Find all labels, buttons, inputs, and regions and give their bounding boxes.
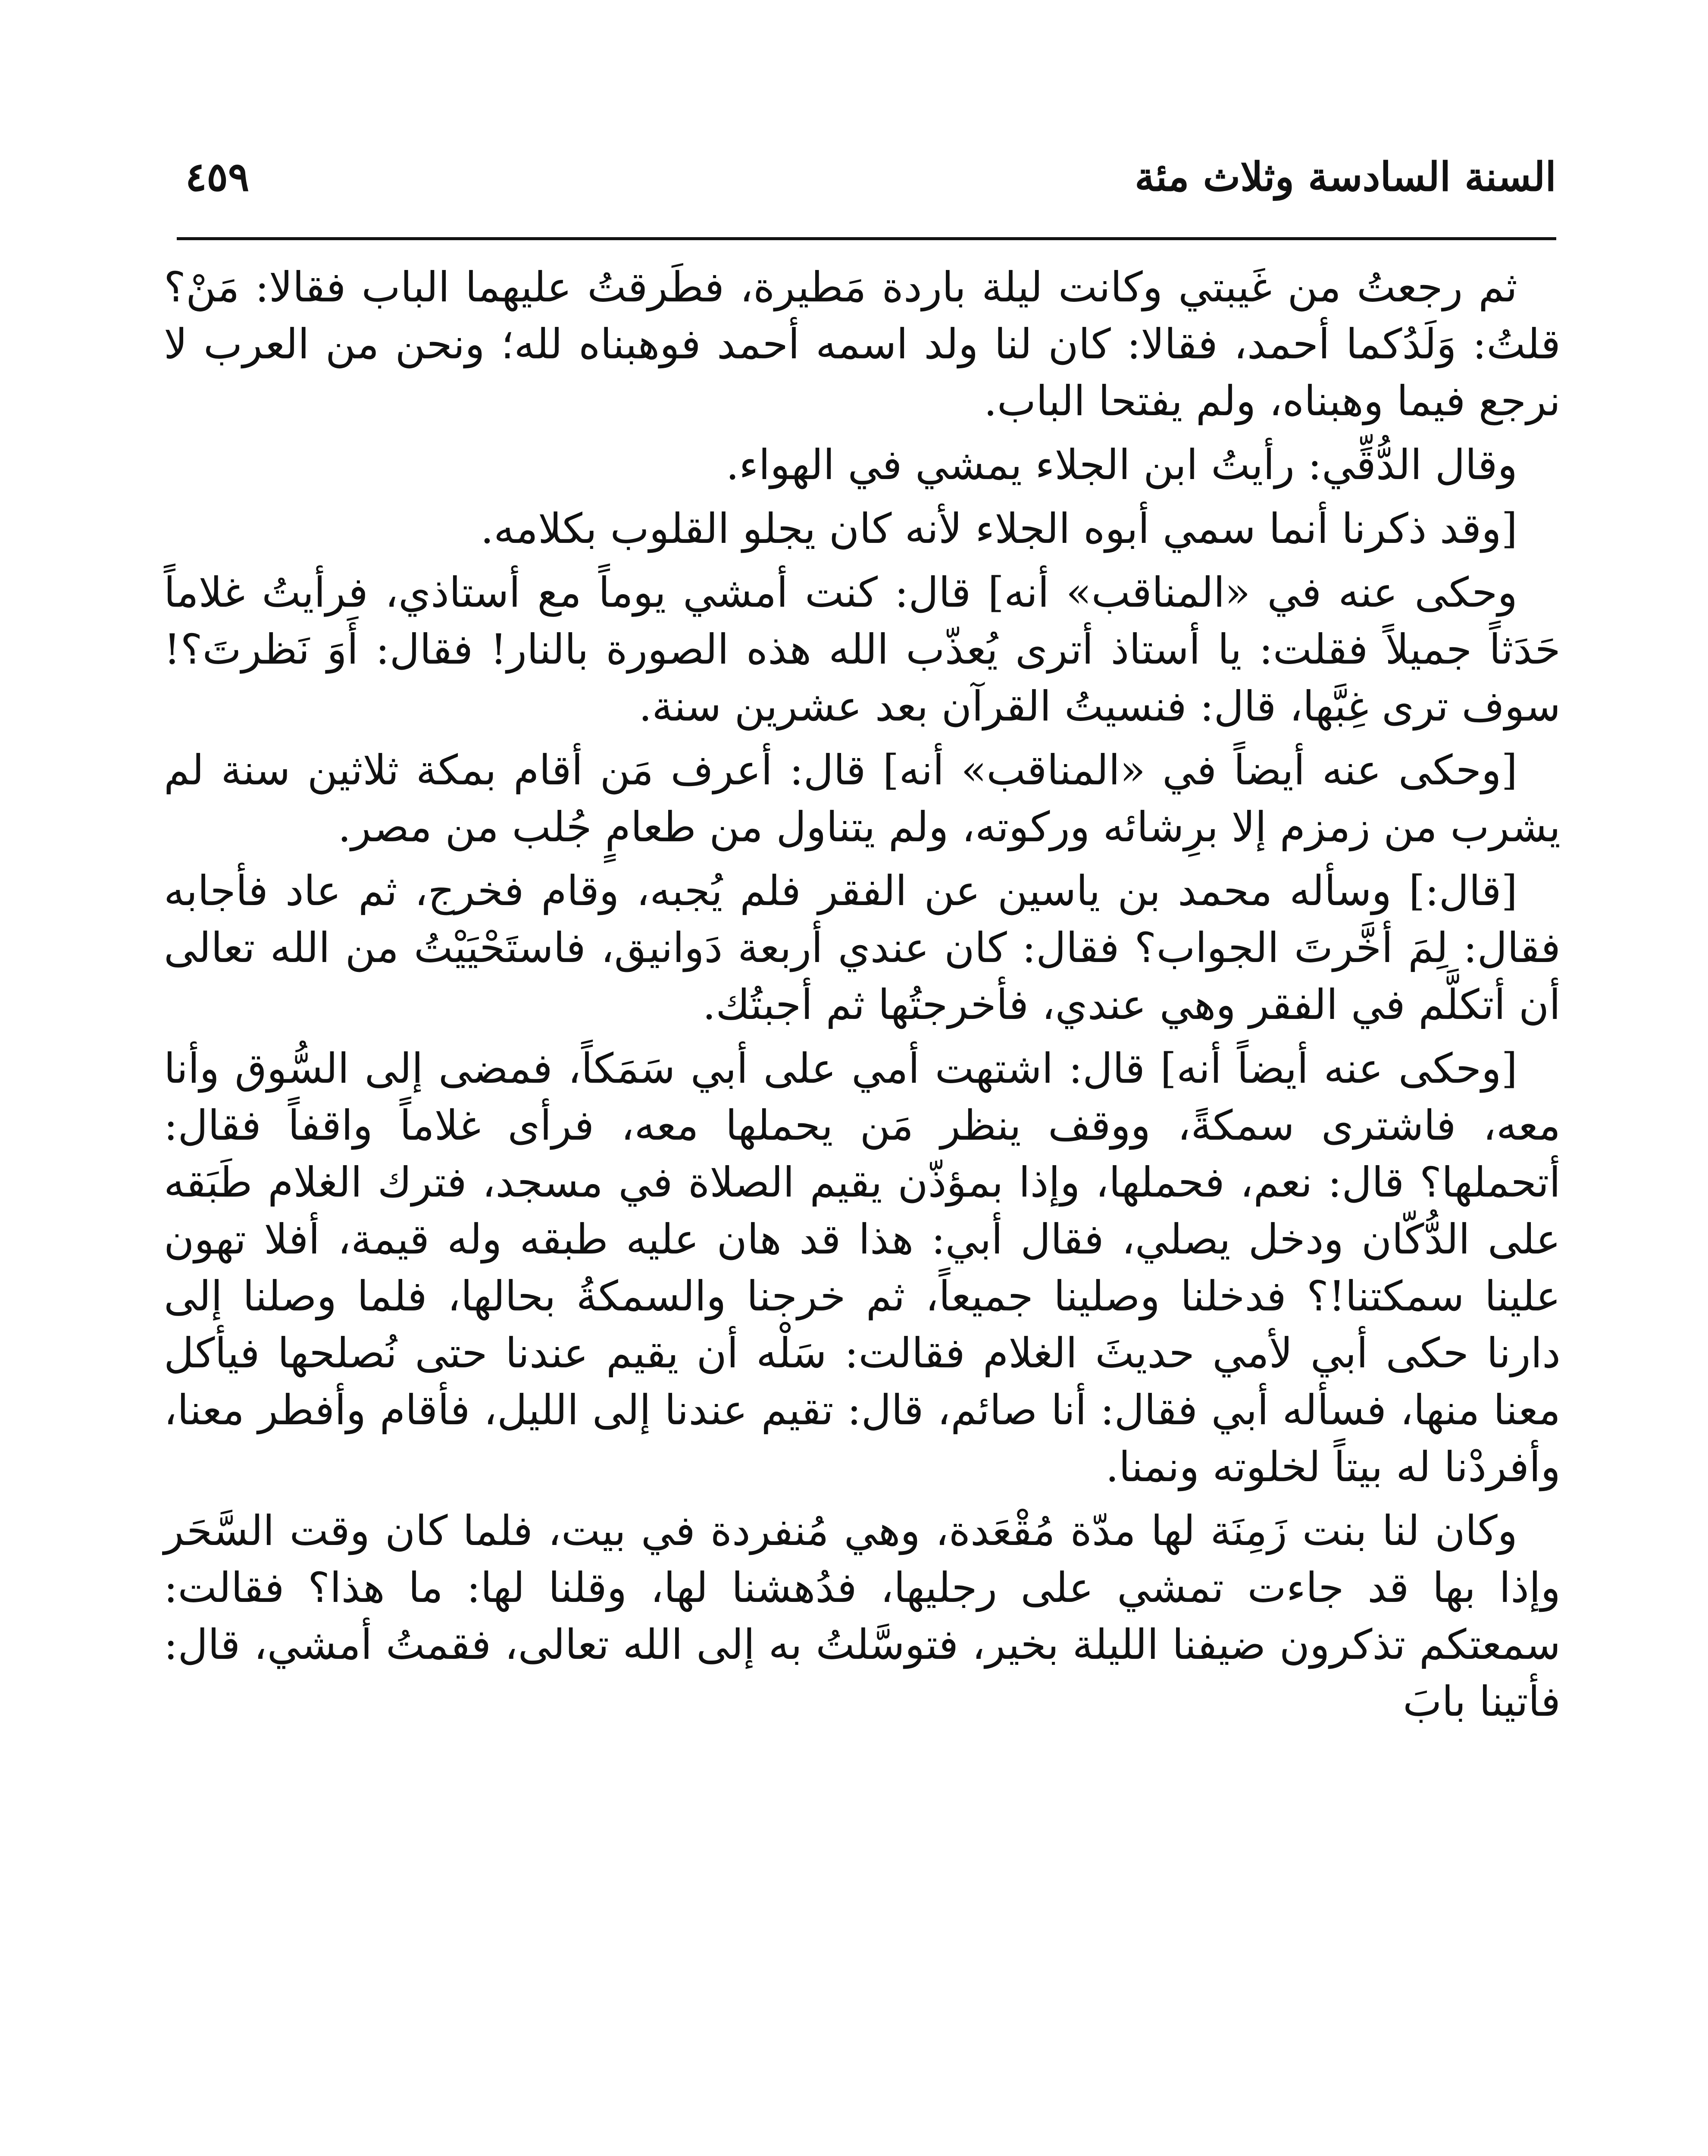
- paragraph: وقال الدُّقِّي: رأيتُ ابن الجلاء يمشي في الهواء.: [726, 441, 1517, 489]
- paragraph: [وقد ذكرنا أنما سمي أبوه الجلاء لأنه كان يجلو القلوب بكلامه.: [480, 505, 1517, 553]
- body-text: [164, 259, 1561, 1737]
- paragraph: [وحكى عنه أيضاً في «المناقب» أنه] قال: أعرف مَن أقام بمكة ثلاثين سنة لم يشرب من زمزم إلا برِشائه وركوته، ولم يتناول من طعامٍ جُلب من مصر.: [164, 746, 1561, 851]
- paragraph: ثم رجعتُ من غَيبتي وكانت ليلة باردة مَطيرة، فطَرقتُ عليهما الباب فقالا: مَنْ؟ قلتُ: وَلَدُكما أحمد، فقالا: كان لنا ولد اسمه أحمد فوهبناه لله؛ ونحن من العرب لا نرجع فيما وهبناه، ولم يفتحا الباب.: [164, 263, 1561, 425]
- header-rule: [177, 237, 1556, 240]
- page-number: ٤٥٩: [185, 154, 250, 200]
- paragraph: وحكى عنه في «المناقب» أنه] قال: كنت أمشي يوماً مع أستاذي، فرأيتُ غلاماً حَدَثاً جميلاً فقلت: يا أستاذ أترى يُعذّب الله هذه الصورة بالنار! فقال: أَوَ نَظرتَ؟! سوف ترى غِبَّها، قال: فنسيتُ القرآن بعد عشرين سنة.: [164, 568, 1561, 730]
- paragraph: وكان لنا بنت زَمِنَة لها مدّة مُقْعَدة، وهي مُنفردة في بيت، فلما كان وقت السَّحَر وإذا بها قد جاءت تمشي على رجليها، فدُهشنا لها، وقلنا لها: ما هذا؟ فقالت: سمعتكم تذكرون ضيفنا الليلة بخير، فتوسَّلتُ به إلى الله تعالى، فقمتُ أمشي، قال: فأتينا بابَ: [164, 1507, 1561, 1726]
- running-title: السنة السادسة وثلاث مئة: [1135, 154, 1556, 200]
- page-header: [177, 142, 1556, 211]
- paragraph: [وحكى عنه أيضاً أنه] قال: اشتهت أمي على أبي سَمَكاً، فمضى إلى السُّوق وأنا معه، فاشترى سمكةً، ووقف ينظر مَن يحملها معه، فرأى غلاماً واقفاً فقال: أتحملها؟ قال: نعم، فحملها، وإذا بمؤذّن يقيم الصلاة في مسجد، فترك الغلام طَبَقه على الدُّكّان ودخل يصلي، فقال أبي: هذا قد هان عليه طبقه وله قيمة، أفلا تهون علينا سمكتنا!؟ فدخلنا وصلينا جميعاً، ثم خرجنا والسمكةُ بحالها، فلما وصلنا إلى دارنا حكى أبي لأمي حديثَ الغلام فقالت: سَلْه أن يقيم عندنا حتى نُصلحها فيأكل معنا منها، فسأله أبي فقال: أنا صائم، قال: تقيم عندنا إلى الليل، فأقام وأفطر معنا، وأفردْنا له بيتاً لخلوته ونمنا.: [164, 1044, 1561, 1491]
- paragraph: [قال:] وسأله محمد بن ياسين عن الفقر فلم يُجبه، وقام فخرج، ثم عاد فأجابه فقال: لِمَ أخَّرتَ الجواب؟ فقال: كان عندي أربعة دَوانيق، فاستَحْيَيْتُ من الله تعالى أن أتكلَّم في الفقر وهي عندي، فأخرجتُها ثم أجبتُك.: [164, 867, 1561, 1029]
